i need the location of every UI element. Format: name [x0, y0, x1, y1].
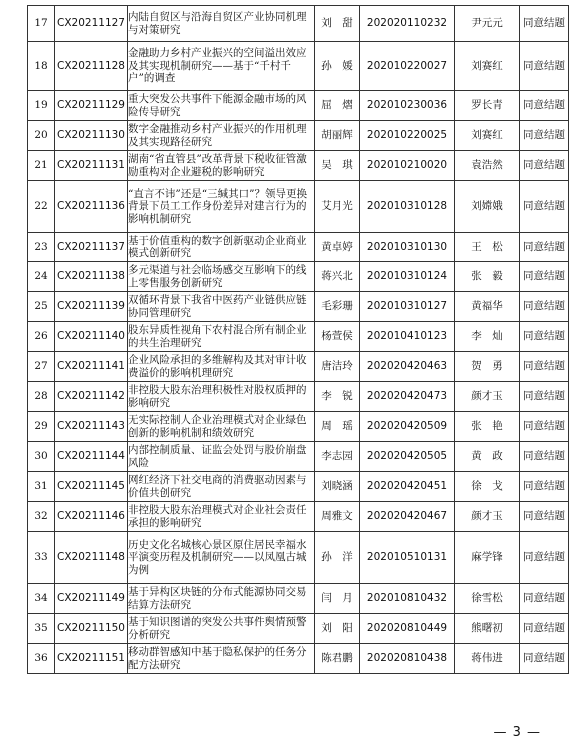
project-code: CX20211128 — [55, 42, 128, 91]
project-title: 数字金融推动乡村产业振兴的作用机理及其实现路径研究 — [128, 121, 315, 151]
row-number: 27 — [28, 352, 55, 382]
table-row — [28, 181, 569, 233]
student-id: 202020810438 — [360, 644, 455, 674]
project-code: CX20211150 — [55, 614, 128, 644]
row-number: 29 — [28, 412, 55, 442]
review-result: 同意结题 — [520, 42, 569, 91]
student-id: 202010220025 — [360, 121, 455, 151]
advisor-name: 徐雪松 — [455, 584, 520, 614]
advisor-name: 张 毅 — [455, 262, 520, 292]
project-title: 基于异构区块链的分布式能源协同交易结算方法研究 — [128, 584, 315, 614]
review-result: 同意结题 — [520, 584, 569, 614]
student-name: 屈 熠 — [315, 91, 360, 121]
project-title: 多元渠道与社会临场感交互影响下的线上零售服务创新研究 — [128, 262, 315, 292]
student-name: 李 锐 — [315, 382, 360, 412]
review-result: 同意结题 — [520, 322, 569, 352]
row-number: 33 — [28, 532, 55, 584]
student-name: 艾月光 — [315, 181, 360, 233]
review-result: 同意结题 — [520, 502, 569, 532]
advisor-name: 黄福华 — [455, 292, 520, 322]
student-name: 唐洁玲 — [315, 352, 360, 382]
review-result: 同意结题 — [520, 532, 569, 584]
project-title: 非控股大股东治理积极性对股权质押的影响研究 — [128, 382, 315, 412]
table-body — [28, 6, 569, 674]
review-result: 同意结题 — [520, 6, 569, 42]
project-title: 网红经济下社交电商的消费驱动因素与价值共创研究 — [128, 472, 315, 502]
student-id: 202020420467 — [360, 502, 455, 532]
project-title: 历史文化名城核心景区原住居民幸福水平演变历程及机制研究——以凤凰古城为例 — [128, 532, 315, 584]
project-code: CX20211143 — [55, 412, 128, 442]
advisor-name: 张 艳 — [455, 412, 520, 442]
student-name: 刘 阳 — [315, 614, 360, 644]
advisor-name: 熊曙初 — [455, 614, 520, 644]
row-number: 24 — [28, 262, 55, 292]
student-name: 杨萱侯 — [315, 322, 360, 352]
student-id: 202010220027 — [360, 42, 455, 91]
project-code: CX20211146 — [55, 502, 128, 532]
project-title: 企业风险承担的多维解构及其对审计收费溢价的影响机理研究 — [128, 352, 315, 382]
advisor-name: 蒋伟进 — [455, 644, 520, 674]
review-result: 同意结题 — [520, 262, 569, 292]
review-result: 同意结题 — [520, 382, 569, 412]
review-result: 同意结题 — [520, 412, 569, 442]
student-name: 闫 月 — [315, 584, 360, 614]
table-row — [28, 502, 569, 532]
row-number: 26 — [28, 322, 55, 352]
table-row — [28, 352, 569, 382]
row-number: 19 — [28, 91, 55, 121]
row-number: 21 — [28, 151, 55, 181]
student-name: 刘晓涵 — [315, 472, 360, 502]
table-row — [28, 412, 569, 442]
table-row — [28, 42, 569, 91]
table-row — [28, 472, 569, 502]
review-result: 同意结题 — [520, 151, 569, 181]
project-code: CX20211142 — [55, 382, 128, 412]
project-title: 内部控制质量、证监会处罚与股价崩盘风险 — [128, 442, 315, 472]
row-number: 20 — [28, 121, 55, 151]
row-number: 18 — [28, 42, 55, 91]
advisor-name: 尹元元 — [455, 6, 520, 42]
advisor-name: 李 灿 — [455, 322, 520, 352]
student-name: 黄卓婷 — [315, 233, 360, 262]
project-code: CX20211148 — [55, 532, 128, 584]
project-code: CX20211151 — [55, 644, 128, 674]
table-row — [28, 233, 569, 262]
project-title: 湖南“省直管县”改革背景下税收征管激励重构对企业避税的影响研究 — [128, 151, 315, 181]
table-row — [28, 614, 569, 644]
page-number: — 3 — — [493, 725, 541, 740]
project-title: 双循环背景下我省中医药产业链供应链协同管理研究 — [128, 292, 315, 322]
table-row — [28, 262, 569, 292]
student-id: 202010810432 — [360, 584, 455, 614]
row-number: 34 — [28, 584, 55, 614]
row-number: 22 — [28, 181, 55, 233]
student-id: 202010210020 — [360, 151, 455, 181]
project-title: 内陆自贸区与沿海自贸区产业协同机理与对策研究 — [128, 6, 315, 42]
student-name: 吴 琪 — [315, 151, 360, 181]
project-title: 股东异质性视角下农村混合所有制企业的共生治理研究 — [128, 322, 315, 352]
student-id: 202020110232 — [360, 6, 455, 42]
advisor-name: 刘嫦娥 — [455, 181, 520, 233]
project-title: 金融助力乡村产业振兴的空间溢出效应及其实现机制研究——基于“千村千户”的调查 — [128, 42, 315, 91]
table-row — [28, 644, 569, 674]
review-result: 同意结题 — [520, 91, 569, 121]
row-number: 30 — [28, 442, 55, 472]
row-number: 25 — [28, 292, 55, 322]
review-result: 同意结题 — [520, 121, 569, 151]
student-id: 202010310128 — [360, 181, 455, 233]
student-id: 202010310127 — [360, 292, 455, 322]
project-code: CX20211127 — [55, 6, 128, 42]
table-row — [28, 91, 569, 121]
student-id: 202010410123 — [360, 322, 455, 352]
advisor-name: 颜才玉 — [455, 382, 520, 412]
student-id: 202020420463 — [360, 352, 455, 382]
review-result: 同意结题 — [520, 181, 569, 233]
advisor-name: 王 松 — [455, 233, 520, 262]
project-title: 移动群智感知中基于隐私保护的任务分配方法研究 — [128, 644, 315, 674]
advisor-name: 刘赛红 — [455, 121, 520, 151]
row-number: 32 — [28, 502, 55, 532]
project-code: CX20211130 — [55, 121, 128, 151]
student-id: 202020420473 — [360, 382, 455, 412]
project-code: CX20211140 — [55, 322, 128, 352]
table-row — [28, 6, 569, 42]
project-title: 基于价值重构的数字创新驱动企业商业模式创新研究 — [128, 233, 315, 262]
student-id: 202020420505 — [360, 442, 455, 472]
student-id: 202020810449 — [360, 614, 455, 644]
table-row — [28, 121, 569, 151]
row-number: 36 — [28, 644, 55, 674]
table-row — [28, 151, 569, 181]
project-code: CX20211137 — [55, 233, 128, 262]
student-name: 孙 媛 — [315, 42, 360, 91]
advisor-name: 刘赛红 — [455, 42, 520, 91]
review-result: 同意结题 — [520, 442, 569, 472]
table-row — [28, 382, 569, 412]
project-code: CX20211131 — [55, 151, 128, 181]
review-result: 同意结题 — [520, 352, 569, 382]
student-id: 202010230036 — [360, 91, 455, 121]
review-result: 同意结题 — [520, 644, 569, 674]
project-code: CX20211141 — [55, 352, 128, 382]
table-row — [28, 532, 569, 584]
table-row — [28, 292, 569, 322]
project-code: CX20211145 — [55, 472, 128, 502]
project-code: CX20211144 — [55, 442, 128, 472]
student-name: 孙 洋 — [315, 532, 360, 584]
row-number: 17 — [28, 6, 55, 42]
project-title: “直言不讳”还是“三缄其口”？领导更换背景下员工工作身份差异对建言行为的影响机制研究 — [128, 181, 315, 233]
student-name: 刘 甜 — [315, 6, 360, 42]
review-result: 同意结题 — [520, 233, 569, 262]
student-name: 陈君鹏 — [315, 644, 360, 674]
table-row — [28, 322, 569, 352]
student-name: 周雅文 — [315, 502, 360, 532]
advisor-name: 颜才玉 — [455, 502, 520, 532]
advisor-name: 麻学锋 — [455, 532, 520, 584]
project-code: CX20211139 — [55, 292, 128, 322]
student-id: 202010310130 — [360, 233, 455, 262]
advisor-name: 黄 政 — [455, 442, 520, 472]
student-name: 胡丽辉 — [315, 121, 360, 151]
student-id: 202010510131 — [360, 532, 455, 584]
project-code: CX20211129 — [55, 91, 128, 121]
student-name: 蒋兴北 — [315, 262, 360, 292]
project-code: CX20211138 — [55, 262, 128, 292]
student-id: 202020420451 — [360, 472, 455, 502]
student-id: 202020420509 — [360, 412, 455, 442]
advisor-name: 袁浩然 — [455, 151, 520, 181]
review-result: 同意结题 — [520, 614, 569, 644]
table-row — [28, 442, 569, 472]
row-number: 35 — [28, 614, 55, 644]
advisor-name: 徐 戈 — [455, 472, 520, 502]
project-title: 非控股大股东治理模式对企业社会责任承担的影响研究 — [128, 502, 315, 532]
student-id: 202010310124 — [360, 262, 455, 292]
student-name: 毛彩珊 — [315, 292, 360, 322]
advisor-name: 贺 勇 — [455, 352, 520, 382]
results-table — [27, 5, 569, 674]
project-title: 基于知识图谱的突发公共事件舆情预警分析研究 — [128, 614, 315, 644]
project-title: 无实际控制人企业治理模式对企业绿色创新的影响机制和绩效研究 — [128, 412, 315, 442]
project-title: 重大突发公共事件下能源金融市场的风险传导研究 — [128, 91, 315, 121]
review-result: 同意结题 — [520, 292, 569, 322]
row-number: 28 — [28, 382, 55, 412]
advisor-name: 罗长青 — [455, 91, 520, 121]
row-number: 23 — [28, 233, 55, 262]
row-number: 31 — [28, 472, 55, 502]
project-code: CX20211136 — [55, 181, 128, 233]
table-row — [28, 584, 569, 614]
student-name: 周 瑶 — [315, 412, 360, 442]
student-name: 李志园 — [315, 442, 360, 472]
review-result: 同意结题 — [520, 472, 569, 502]
project-code: CX20211149 — [55, 584, 128, 614]
